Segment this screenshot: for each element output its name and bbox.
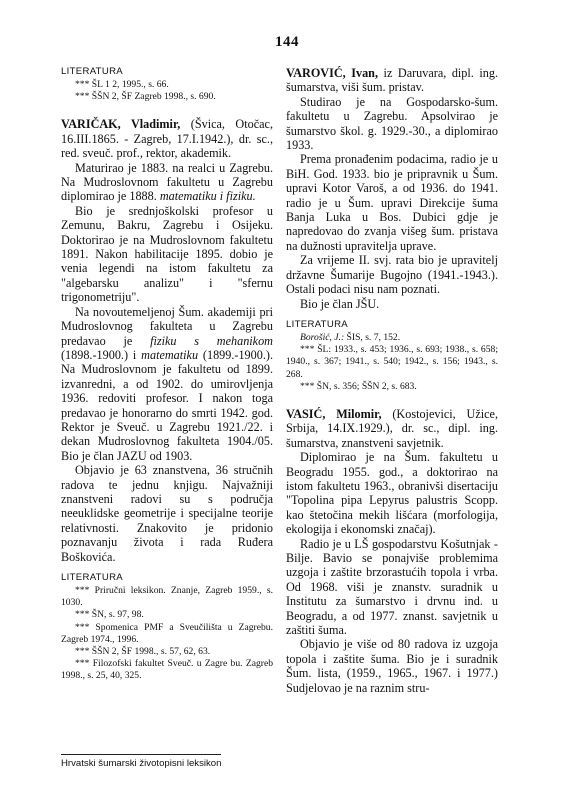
- entry-paragraph: Diplomirao je na Šum. fakultetu u Beogradu 1955. god., a doktorirao na istom fakultetu 1963., obranivši disertaciju "Topolina pipa Lepyrus palustris Scopp. kao štetočina mekih lišćara (morfologija, ekologija i ekonomski značaj).: [286, 450, 498, 537]
- entry-heading-details: iz Daruvara, dipl. ing. šumarstva, viši šum. pristav.: [286, 66, 498, 95]
- reference-item: *** ŠN, s. 356; ŠŠN 2, s. 683.: [300, 380, 417, 392]
- reference-item: *** ŠL 1 2, 1995., s. 66.: [75, 79, 169, 90]
- entry-paragraph: Objavio je više od 80 radova iz uzgoja topola i zaštite šuma. Bio je i suradnik Šum. lista, (1959., 1965., 1967. i 1977.) Sudjelovao je na raznim stru-: [286, 637, 498, 695]
- reference-item: Borošić, J.: ŠIS, s. 7, 152.: [300, 331, 401, 343]
- literature-label: LITERATURA: [61, 66, 123, 77]
- page-number: 144: [275, 34, 299, 50]
- literature-block-top: [61, 66, 273, 103]
- entry-heading: [61, 117, 273, 160]
- right-column: [286, 66, 498, 695]
- reference-item: *** ŠŠN 2, ŠF Zagreb 1998., s. 690.: [75, 91, 216, 103]
- reference-item: *** ŠL: 1933., s. 453; 1936., s. 693; 1938., s. 658; 1940., s. 367; 1941., s. 540; 1942., s. 156; 1943., s. 268.: [286, 344, 498, 380]
- entry-heading-details: (Švica, Otočac, 16.III.1865. - Zagreb, 17.I.1942.), dr. sc., red. sveuč. prof., rektor, akademik.: [61, 117, 273, 161]
- entry-heading: [286, 407, 498, 450]
- entry-name: VASIĆ, Milomir,: [286, 406, 382, 421]
- reference-item: *** Spomenica PMF a Sveučilišta u Zagrebu. Zagreb 1974., 1996.: [61, 621, 273, 645]
- entry-varicak: [61, 117, 273, 682]
- reference-author: Borošić, J.:: [300, 331, 345, 343]
- entry-paragraph: Radio je u LŠ gospodarstvu Košutnjak - Bilje. Bavio se ponajviše problemima uzgoja i zaštite brzorastućih topola i vrba. Od 1968. viši je znanstv. suradnik u Institutu za šumarstvo i drvnu ind. u Beogradu, a od 1977. znanst. savjetnik u zaštiti šuma.: [286, 536, 498, 638]
- entry-paragraph: Prema pronađenim podacima, radio je u BiH. God. 1933. bio je pripravnik u Šum. upravi Kotor Varoš, a od 1936. do 1941. radio je u Šum. upravi Direkcije šuma Banja Luka u Bos. Dubici gdje je napredovao do zvanja višeg šum. pristava na dužnosti upravitelja uprave.: [286, 152, 498, 253]
- left-column: [61, 66, 273, 683]
- entry-name: VAROVIĆ, Ivan,: [286, 66, 379, 80]
- entry-heading-details: (Kostojevici, Užice, Srbija, 14.IX.1929.), dr. sc., dipl. ing. šumarstva, znanstveni savjetnik.: [286, 406, 498, 450]
- entry-heading: [286, 66, 498, 95]
- page-footer: Hrvatski šumarski životopisni leksikon: [61, 758, 222, 769]
- entry-paragraph: Bio je srednjoškolski profesor u Zemunu, Bakru, Zagrebu i Osijeku. Doktorirao je na Mudroslovnom fakultetu 1891. Nakon habilitacije 1895. dobio je venia legendi na istom fakultetu za "algebarsku analizu" i "sfernu trigonometriju".: [61, 203, 273, 305]
- reference-item: *** Priručni leksikon. Znanje, Zagreb 1959., s. 1030.: [61, 585, 273, 609]
- reference-item: *** ŠN, s. 97, 98.: [75, 609, 144, 621]
- reference-item: *** Filozofski fakultet Sveuč. u Zagre bu. Zagreb 1998., s. 25, 40, 325.: [61, 658, 273, 682]
- entry-paragraph: Za vrijeme II. svj. rata bio je upravitelj državne Šumarije Bugojno (1941.-1943.). Ostali podaci nisu nam poznati.: [286, 253, 498, 297]
- footer-divider: [61, 754, 221, 755]
- entry-paragraph: Maturirao je 1883. na realci u Zagrebu. Na Mudroslovnom fakultetu u Zagrebu diplomirao je 1888. matematiku i fiziku.: [61, 160, 273, 204]
- entry-varovic: [286, 66, 498, 393]
- literature-label: LITERATURA: [61, 572, 123, 583]
- entry-name: VARIČAK, Vladimir,: [61, 117, 181, 132]
- entry-paragraph: Objavio je 63 znanstvena, 36 stručnih radova te jednu knjigu. Najvažniji znanstveni radovi su s područja neeuklidske geometrije i specijalne teorije relativnosti. Znakovito je pridonio poznavanju života i rada Ruđera Boškovića.: [61, 463, 273, 564]
- entry-paragraph: Bio je član JŠU.: [300, 296, 380, 311]
- reference-item: *** ŠŠN 2, ŠF 1998., s. 57, 62, 63.: [75, 646, 211, 658]
- entry-paragraph: Studirao je na Gospodarsko-šum. fakultetu u Zagrebu. Apsolvirao je šumarstvo škol. g. 1929.-30., a diplomirao 1933.: [286, 94, 498, 153]
- entry-paragraph: Na novoutemeljenoj Šum. akademiji pri Mudroslovnog fakulteta u Zagrebu predavao je fiziku s mehanikom (1898.-1900.) i matematiku (1899.-1900.). Na Mudroslovnom je fakultetu od 1899. izvanredni, a od 1902. do umirovljenja 1936. redoviti profesor. I nakon toga predavao je honorarno do smrti 1942. god. Rektor je Sveuč. u Zagrebu 1921./22. i dekan Mudroslovnog fakulteta 1904./05. Bio je član JAZU od 1903.: [61, 304, 273, 463]
- literature-label: LITERATURA: [286, 318, 348, 330]
- entry-vasic: [286, 407, 498, 695]
